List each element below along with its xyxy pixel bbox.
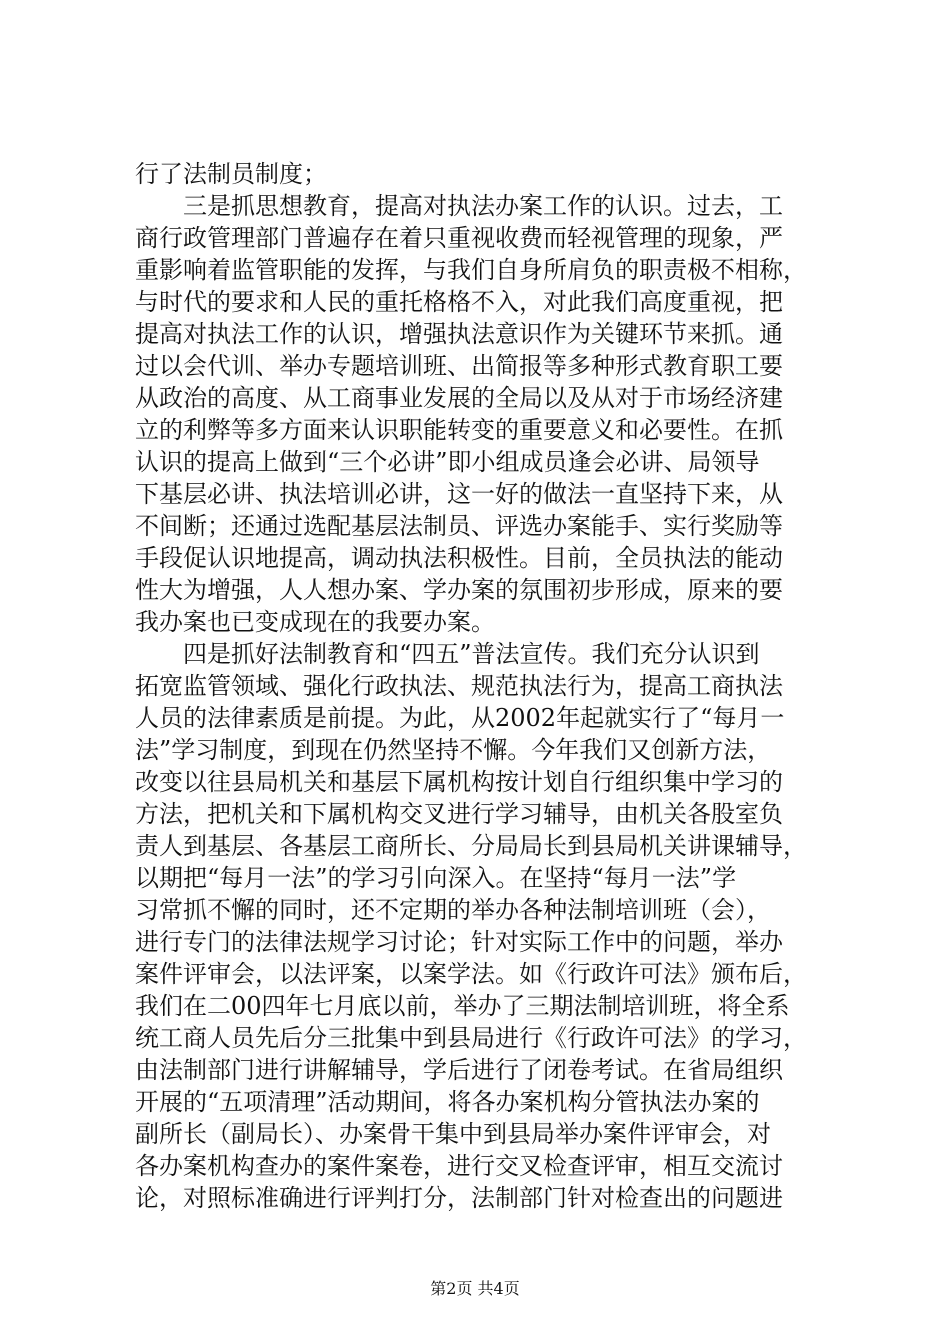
text-line: 以期把“每月一法”的学习引向深入。在坚持“每月一法”学 (135, 864, 737, 892)
text-line: 行了法制员制度； (135, 160, 327, 188)
text-line: 我办案也已变成现在的我要办案。 (135, 608, 495, 636)
text-line: 我们在二00四年七月底以前，举办了三期法制培训班，将全系 (135, 992, 790, 1020)
text-line: 副所长（副局长）、办案骨干集中到县局举办案件评审会，对 (135, 1120, 771, 1148)
text-line: 三是抓思想教育，提高对执法办案工作的认识。过去，工 (135, 192, 783, 220)
text-line: 案件评审会，以法评案，以案学法。如《行政许可法》颁布后， (135, 960, 807, 988)
text-line: 立的利弊等多方面来认识职能转变的重要意义和必要性。在抓 (135, 416, 783, 444)
text-line: 拓宽监管领域、强化行政执法、规范执法行为，提高工商执法 (135, 672, 783, 700)
text-line: 人员的法律素质是前提。为此，从2002年起就实行了“每月一 (135, 704, 785, 732)
text-line: 提高对执法工作的认识，增强执法意识作为关键环节来抓。通 (135, 320, 783, 348)
body-text (135, 158, 825, 1214)
text-line: 改变以往县局机关和基层下属机构按计划自行组织集中学习的 (135, 768, 783, 796)
text-line: 方法，把机关和下属机构交叉进行学习辅导，由机关各股室负 (135, 800, 783, 828)
text-line: 不间断；还通过选配基层法制员、评选办案能手、实行奖励等 (135, 512, 783, 540)
text-line: 下基层必讲、执法培训必讲，这一好的做法一直坚持下来，从 (135, 480, 783, 508)
text-line: 过以会代训、举办专题培训班、出简报等多种形式教育职工要 (135, 352, 783, 380)
text-line: 各办案机构查办的案件案卷，进行交叉检查评审，相互交流讨 (135, 1152, 783, 1180)
text-line: 手段促认识地提高，调动执法积极性。目前，全员执法的能动 (135, 544, 783, 572)
page-footer: 第2页 共4页 (430, 1279, 520, 1298)
text-line: 论，对照标准确进行评判打分，法制部门针对检查出的问题进 (135, 1184, 783, 1212)
text-line: 统工商人员先后分三批集中到县局进行《行政许可法》的学习， (135, 1024, 807, 1052)
text-line: 重影响着监管职能的发挥，与我们自身所肩负的职责极不相称， (135, 256, 807, 284)
text-line: 进行专门的法律法规学习讨论；针对实际工作中的问题，举办 (135, 928, 783, 956)
text-line: 认识的提高上做到“三个必讲”即小组成员逢会必讲、局领导 (135, 448, 760, 476)
text-line: 商行政管理部门普遍存在着只重视收费而轻视管理的现象，严 (135, 224, 783, 252)
text-line: 习常抓不懈的同时，还不定期的举办各种法制培训班（会）， (135, 896, 771, 924)
text-line: 从政治的高度、从工商事业发展的全局以及从对于市场经济建 (135, 384, 783, 412)
text-line: 法”学习制度，到现在仍然坚持不懈。今年我们又创新方法， (135, 736, 772, 764)
text-line: 四是抓好法制教育和“四五”普法宣传。我们充分认识到 (135, 640, 760, 668)
text-line: 开展的“五项清理”活动期间，将各办案机构分管执法办案的 (135, 1088, 760, 1116)
text-line: 与时代的要求和人民的重托格格不入，对此我们高度重视，把 (135, 288, 783, 316)
text-line: 责人到基层、各基层工商所长、分局局长到县局机关讲课辅导， (135, 832, 807, 860)
text-line: 性大为增强，人人想办案、学办案的氛围初步形成，原来的要 (135, 576, 783, 604)
text-line: 由法制部门进行讲解辅导，学后进行了闭卷考试。在省局组织 (135, 1056, 783, 1084)
